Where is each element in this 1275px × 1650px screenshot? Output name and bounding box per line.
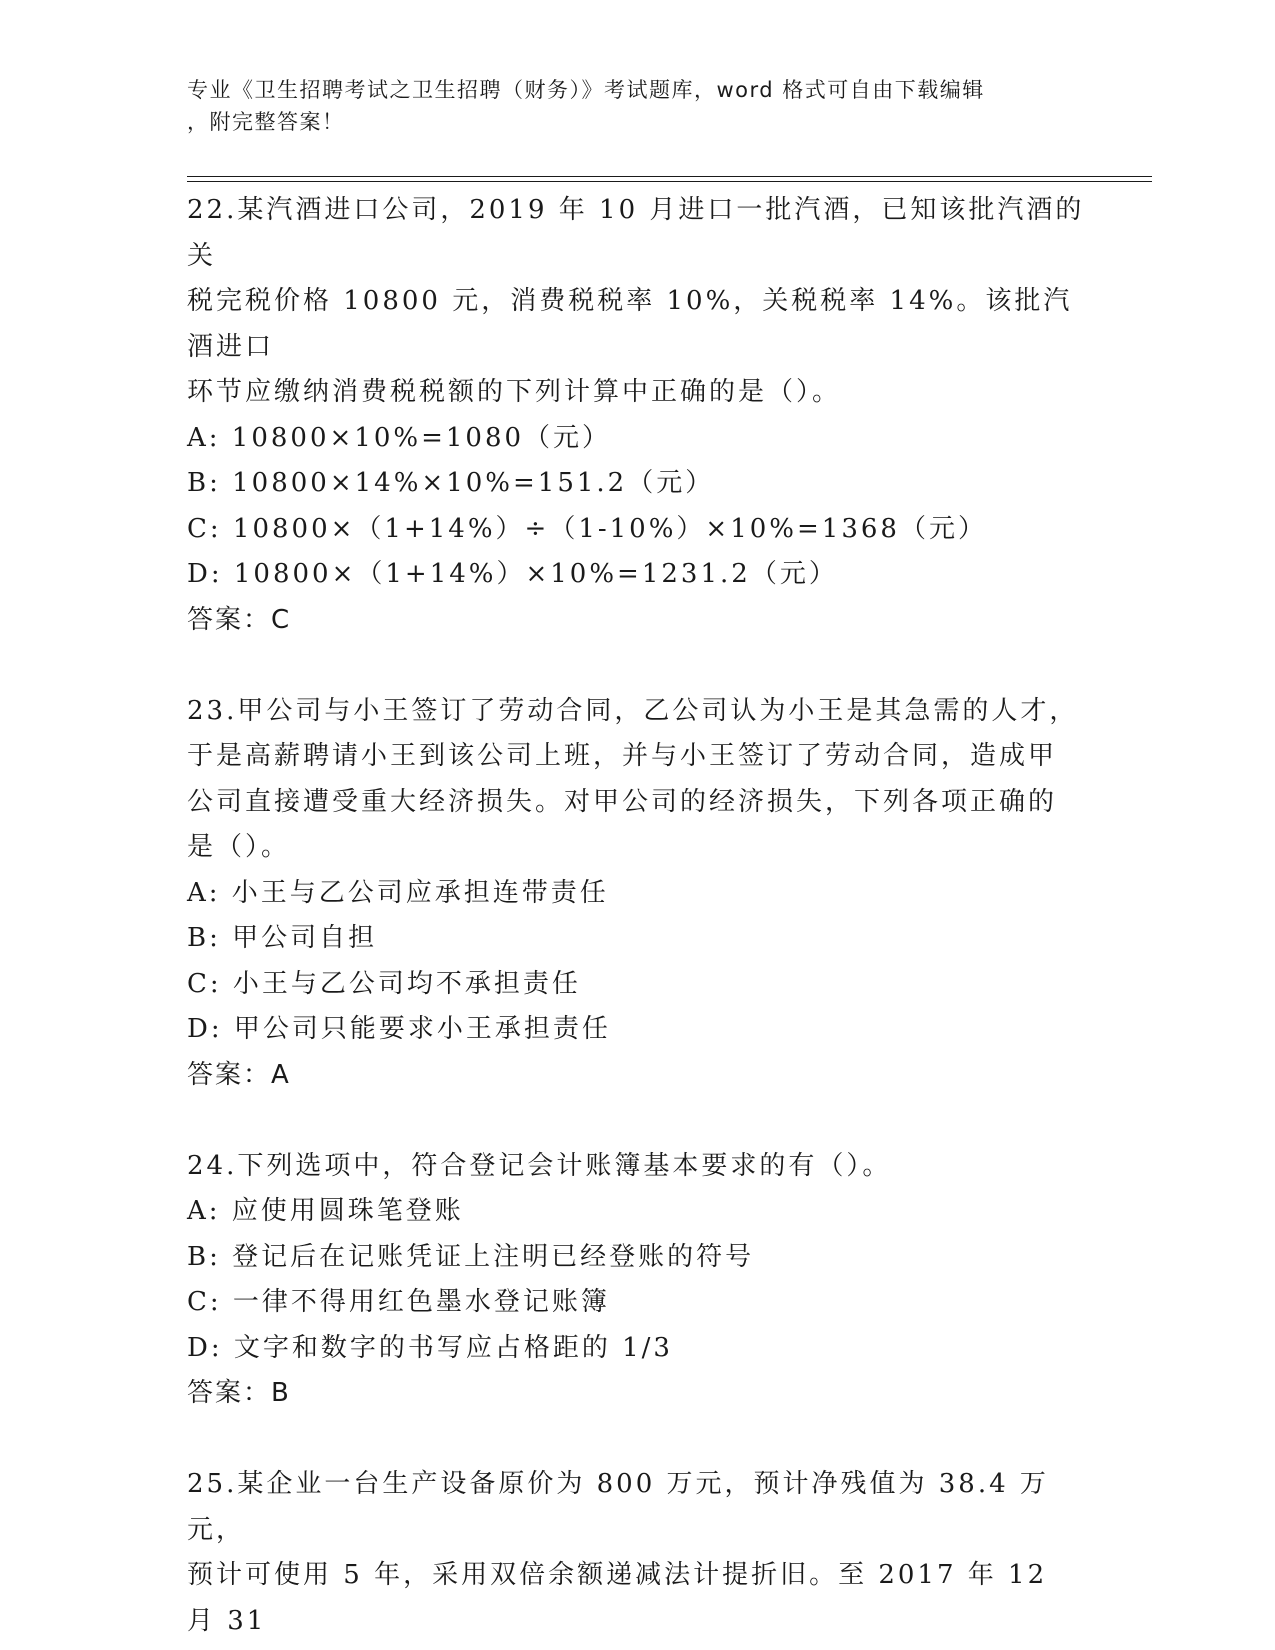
question-text-line: 23.甲公司与小王签订了劳动合同，乙公司认为小王是其急需的人才，: [187, 695, 1079, 726]
option-d: D: 文字和数字的书写应占格距的 1/3: [187, 1332, 673, 1363]
question-list: [187, 188, 1087, 1644]
question-spacer: [187, 1417, 1087, 1463]
question-text-line: 是（）。: [187, 832, 291, 862]
question-spacer: [187, 643, 1087, 689]
option-b: B: 登记后在记账凭证上注明已经登账的符号: [187, 1241, 755, 1272]
option-c: C: 一律不得用红色墨水登记账簿: [187, 1287, 610, 1317]
question-text-line: 22.某汽酒进口公司，2019 年 10 月进口一批汽酒，已知该批汽酒的关: [187, 195, 1085, 271]
header-line-1: 专业《卫生招聘考试之卫生招聘（财务）》考试题库，word 格式可自由下载编辑: [187, 78, 985, 102]
option-a: A: 10800×10%=1080（元）: [187, 422, 612, 453]
option-c: C: 10800×（1+14%）÷（1-10%）×10%=1368（元）: [187, 513, 987, 544]
header-divider-bottom: [187, 181, 1152, 182]
header-divider-top: [187, 176, 1152, 177]
option-c: C: 小王与乙公司均不承担责任: [187, 968, 581, 999]
answer-line: 答案：B: [187, 1378, 291, 1408]
option-b: B: 10800×14%×10%=151.2（元）: [187, 468, 715, 498]
option-a: A: 小王与乙公司应承担连带责任: [187, 877, 609, 908]
question-22: [187, 188, 1087, 643]
question-text-line: 于是高薪聘请小王到该公司上班，并与小王签订了劳动合同，造成甲: [187, 741, 1058, 771]
question-text-line: 24.下列选项中，符合登记会计账簿基本要求的有（）。: [187, 1150, 892, 1181]
question-25: [187, 1462, 1087, 1644]
option-b: B: 甲公司自担: [187, 923, 378, 953]
option-d: D: 甲公司只能要求小王承担责任: [187, 1014, 611, 1044]
option-a: A: 应使用圆珠笔登账: [187, 1196, 464, 1226]
header-line-2: ，附完整答案！: [187, 110, 345, 134]
document-header: [187, 74, 1067, 138]
answer-line: 答案：C: [187, 604, 292, 635]
question-text-line: 公司直接遭受重大经济损失。对甲公司的经济损失，下列各项正确的: [187, 786, 1058, 817]
answer-line: 答案：A: [187, 1059, 291, 1090]
question-text-line: 税完税价格 10800 元，消费税税率 10%，关税税率 14%。该批汽酒进口: [187, 286, 1073, 362]
question-23: [187, 689, 1087, 1099]
question-text-line: 预计可使用 5 年，采用双倍余额递减法计提折旧。至 2017 年 12 月 31: [187, 1560, 1048, 1636]
question-text-line: 环节应缴纳消费税税额的下列计算中正确的是（）。: [187, 377, 842, 407]
question-24: [187, 1144, 1087, 1417]
question-text-line: 25.某企业一台生产设备原价为 800 万元，预计净残值为 38.4 万元，: [187, 1469, 1049, 1545]
question-spacer: [187, 1098, 1087, 1144]
option-d: D: 10800×（1+14%）×10%=1231.2（元）: [187, 559, 838, 589]
